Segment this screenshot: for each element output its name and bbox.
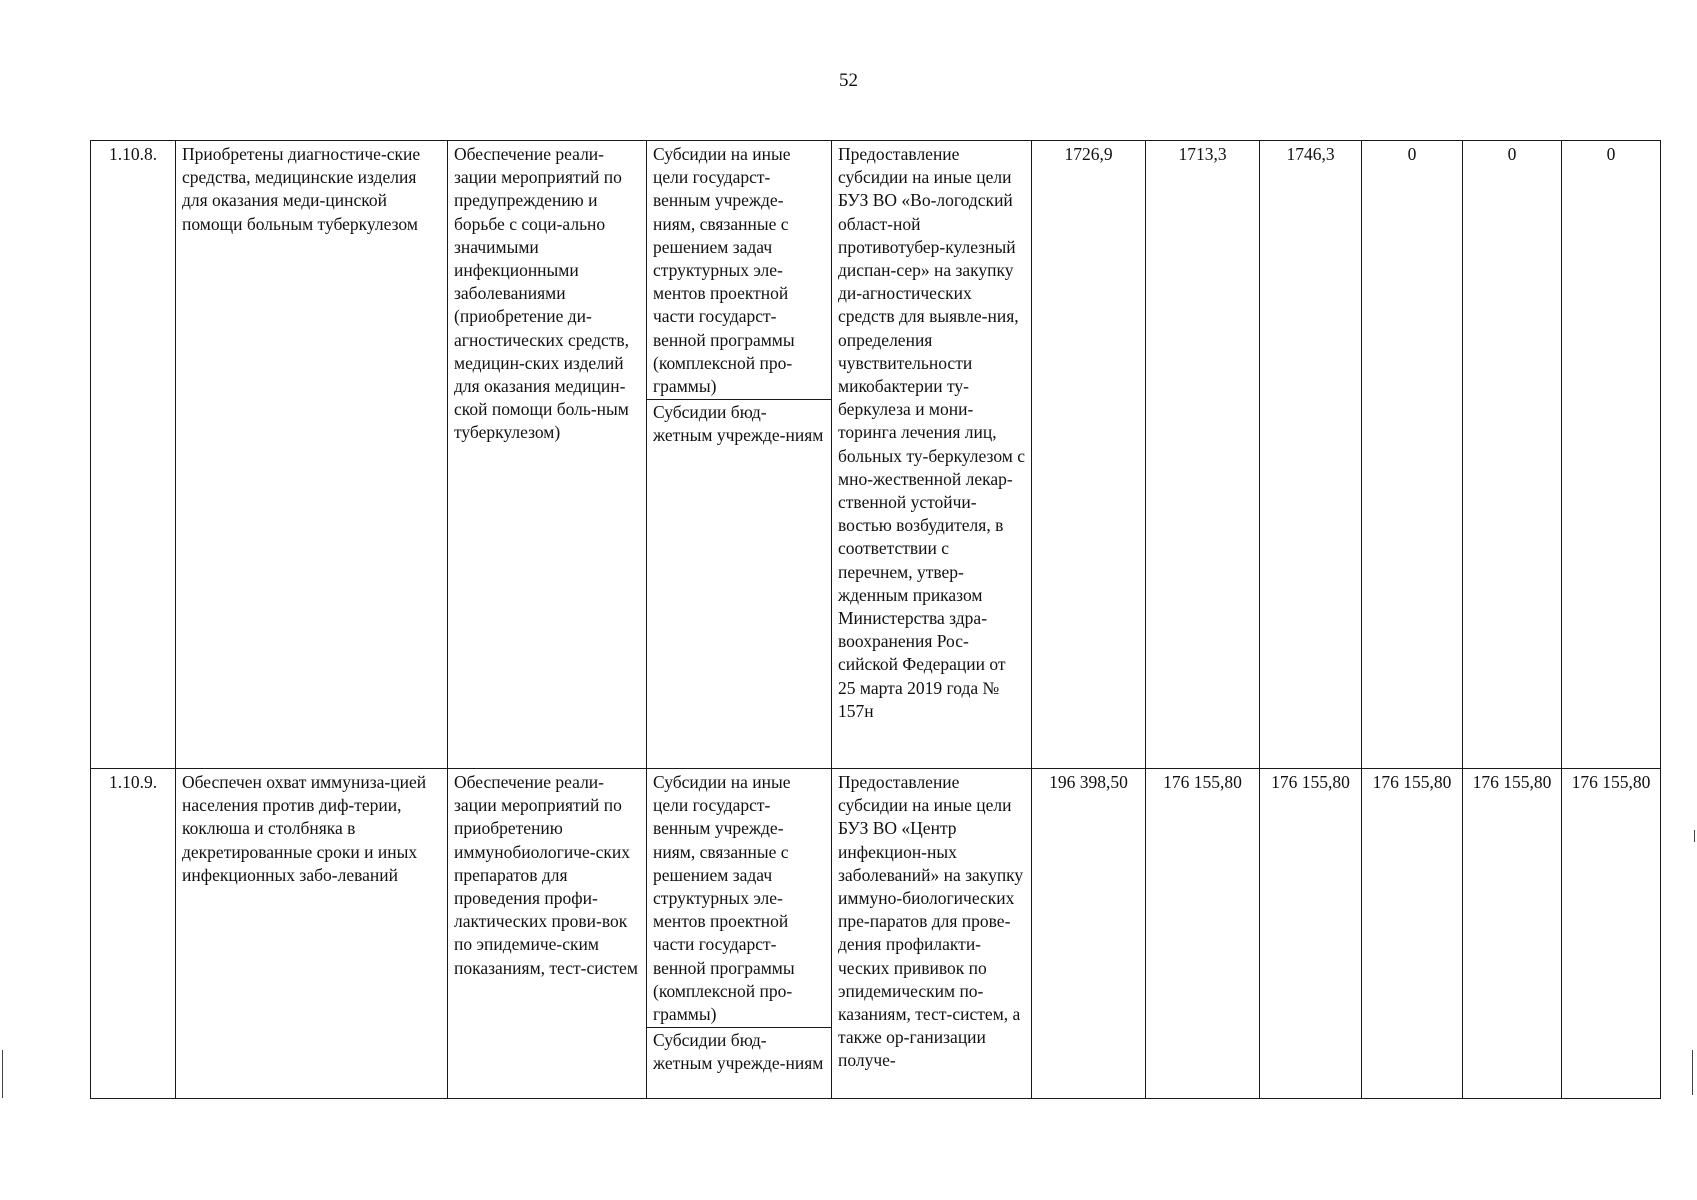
value-cell-5: 176 155,80 [1463, 769, 1562, 1099]
description-cell: Предоставление субсидии на иные цели БУЗ ВО «Центр инфекцион-ных заболеваний» на закупку иммуно-биологических пре-паратов для прове-дения профилакти-ческих прививок по эпидемическим по-казаниям, тест-систем, а также ор-ганизации получе- [832, 769, 1032, 1099]
description-cell: Предоставление субсидии на иные цели БУЗ ВО «Во-логодский област-ной противотубер-кулезный диспан-сер» на закупку ди-агностических средств для выявле-ния, определения чувствительности микобактерии ту-беркулеза и мони-торинга лечения лиц, больных ту-беркулезом с мно-жественной лекар-ственной устойчи-востью возбудителя, в соответствии с перечнем, утвер-жденным приказом Министерства здра-воохранения Рос-сийской Федерации от 25 марта 2019 года № 157н [832, 141, 1032, 769]
value-cell-2: 1713,3 [1146, 141, 1260, 769]
funding-source-cell [647, 141, 832, 769]
value-cell-3: 1746,3 [1260, 141, 1362, 769]
funding-source-primary: Субсидии на иные цели государст-венным учрежде-ниям, связанные с решением задач структурных эле-ментов проектной части государст-венной программы (комплексной про-граммы) [653, 772, 795, 1025]
value-cell-6: 176 155,80 [1562, 769, 1661, 1099]
value-cell-4: 0 [1362, 141, 1463, 769]
value-cell-1: 196 398,50 [1032, 769, 1146, 1099]
scan-margin-mark [1694, 830, 1695, 842]
row-number: 1.10.9. [91, 769, 176, 1099]
value-cell-2: 176 155,80 [1146, 769, 1260, 1099]
funding-source-cell [647, 769, 832, 1099]
value-cell-3: 176 155,80 [1260, 769, 1362, 1099]
value-cell-1: 1726,9 [1032, 141, 1146, 769]
funding-source-secondary: Субсидии бюд-жетным учрежде-ниям [647, 399, 831, 447]
scan-margin-mark [2, 1050, 3, 1098]
value-cell-5: 0 [1463, 141, 1562, 769]
value-cell-6: 0 [1562, 141, 1661, 769]
result-cell: Приобретены диагностиче-ские средства, медицинские изделия для оказания меди-цинской помощи больным туберкулезом [176, 141, 448, 769]
measure-cell: Обеспечение реали-зации мероприятий по предупреждению и борьбе с соци-ально значимыми инфекционными заболеваниями (приобретение ди-агностических средств, медицин-ских изделий для оказания медицин-ской помощи боль-ным туберкулезом) [448, 141, 647, 769]
table-row [91, 769, 1661, 1099]
funding-source-primary: Субсидии на иные цели государст-венным учрежде-ниям, связанные с решением задач структурных эле-ментов проектной части государст-венной программы (комплексной про-граммы) [653, 144, 795, 397]
row-number: 1.10.8. [91, 141, 176, 769]
result-cell: Обеспечен охват иммуниза-цией населения против диф-терии, коклюша и столбняка в декретированные сроки и иных инфекционных забо-леваний [176, 769, 448, 1099]
value-cell-4: 176 155,80 [1362, 769, 1463, 1099]
page-number: 52 [839, 70, 858, 91]
measure-cell: Обеспечение реали-зации мероприятий по приобретению иммунобиологиче-ских препаратов для проведения профи-лактических прови-вок по эпидемиче-ским показаниям, тест-систем [448, 769, 647, 1099]
scan-margin-mark [1692, 1050, 1693, 1095]
funding-source-secondary: Субсидии бюд-жетным учрежде-ниям [647, 1027, 831, 1075]
measures-table [90, 140, 1661, 1099]
table-row [91, 141, 1661, 769]
